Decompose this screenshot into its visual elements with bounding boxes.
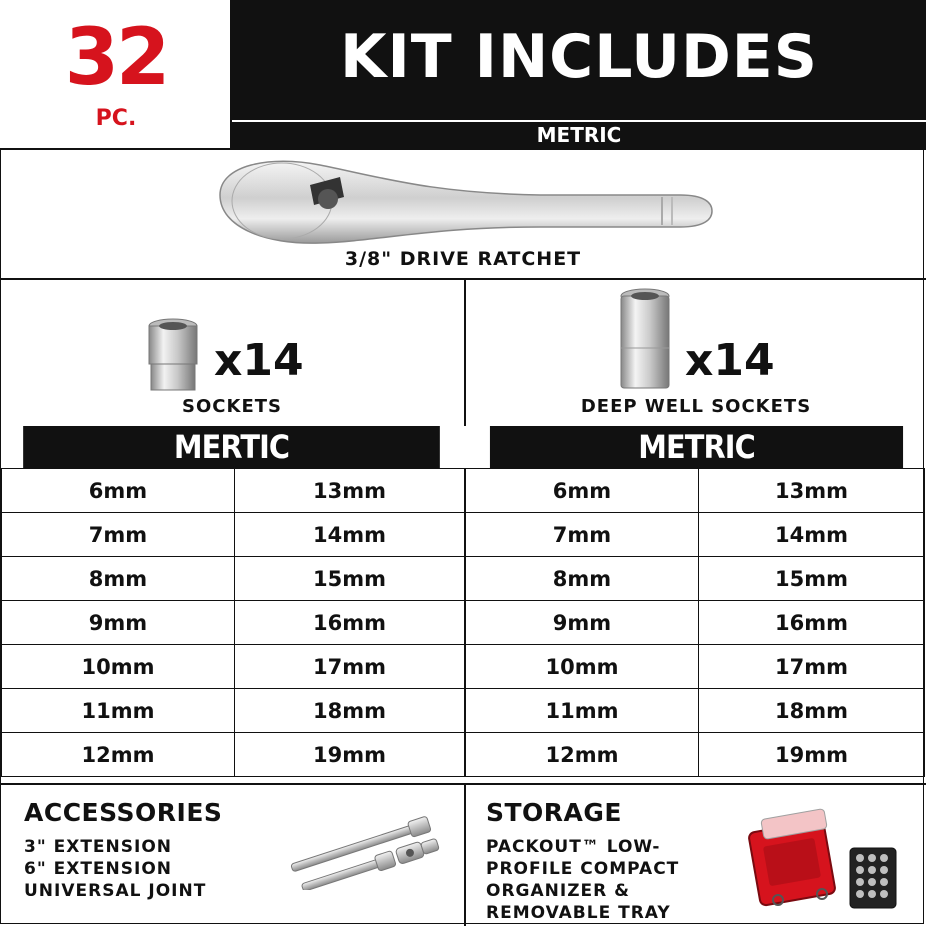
size-cell: 9mm	[2, 601, 235, 645]
deep-socket-icon	[616, 288, 674, 392]
deep-sockets-label: DEEP WELL SOCKETS	[580, 396, 812, 417]
size-cell: 18mm	[699, 689, 925, 733]
size-cell: 16mm	[235, 601, 465, 645]
size-cell: 10mm	[466, 645, 699, 689]
deep-sockets-size-table	[465, 468, 925, 777]
size-cell: 11mm	[466, 689, 699, 733]
accessories-list	[24, 836, 206, 902]
size-cell: 6mm	[466, 469, 699, 513]
storage-line: PROFILE COMPACT	[486, 859, 680, 879]
table-row	[466, 645, 925, 689]
size-cell: 13mm	[235, 469, 465, 513]
size-cell: 14mm	[699, 513, 925, 557]
storage-line: PACKOUT™ LOW-	[486, 837, 661, 857]
ratchet-icon	[210, 155, 720, 247]
table-row	[466, 689, 925, 733]
size-cell: 11mm	[2, 689, 235, 733]
page-title: KIT INCLUDES	[339, 22, 819, 92]
size-cell: 19mm	[699, 733, 925, 777]
page-subtitle: METRIC	[536, 123, 622, 147]
accessory-item: 3" EXTENSION	[24, 837, 173, 857]
size-cell: 18mm	[235, 689, 465, 733]
tray-icon	[848, 846, 898, 910]
size-cell: 17mm	[699, 645, 925, 689]
storage-line: REMOVABLE TRAY	[486, 903, 671, 923]
accessories-title: ACCESSORIES	[24, 798, 223, 827]
table-row	[466, 513, 925, 557]
table-row	[466, 601, 925, 645]
size-cell: 13mm	[699, 469, 925, 513]
table-row	[466, 469, 925, 513]
size-cell: 14mm	[235, 513, 465, 557]
organizer-icon	[748, 804, 838, 908]
table-row	[2, 469, 465, 513]
bottom-divider	[464, 783, 466, 926]
socket-icon	[145, 318, 201, 394]
deep-sockets-quantity: x14	[685, 335, 775, 386]
size-cell: 7mm	[2, 513, 235, 557]
size-cell: 8mm	[466, 557, 699, 601]
size-cell: 6mm	[2, 469, 235, 513]
storage-title: STORAGE	[486, 798, 623, 827]
size-cell: 16mm	[699, 601, 925, 645]
sockets-label: SOCKETS	[182, 396, 282, 417]
size-cell: 9mm	[466, 601, 699, 645]
table-row	[2, 689, 465, 733]
table-row	[2, 645, 465, 689]
table-row	[2, 513, 465, 557]
ratchet-label: 3/8" DRIVE RATCHET	[344, 248, 582, 270]
table-row	[2, 557, 465, 601]
table-row	[2, 601, 465, 645]
size-cell: 19mm	[235, 733, 465, 777]
table-row	[2, 733, 465, 777]
sockets-size-table	[1, 468, 465, 777]
storage-description	[486, 836, 679, 924]
table-row	[466, 557, 925, 601]
size-cell: 15mm	[699, 557, 925, 601]
piece-count: 32	[64, 13, 168, 103]
size-cell: 12mm	[2, 733, 235, 777]
deep-sockets-table-header: METRIC	[490, 426, 903, 468]
storage-line: ORGANIZER &	[486, 881, 630, 901]
extensions-icon	[282, 810, 452, 890]
table-row	[466, 733, 925, 777]
accessory-item: 6" EXTENSION	[24, 859, 173, 879]
size-cell: 15mm	[235, 557, 465, 601]
size-cell: 7mm	[466, 513, 699, 557]
size-cell: 17mm	[235, 645, 465, 689]
piece-label: PC.	[95, 106, 137, 131]
size-cell: 12mm	[466, 733, 699, 777]
accessory-item: UNIVERSAL JOINT	[24, 881, 207, 901]
size-cell: 8mm	[2, 557, 235, 601]
sockets-quantity: x14	[214, 335, 304, 386]
size-cell: 10mm	[2, 645, 235, 689]
sockets-table-header: MERTIC	[23, 426, 440, 468]
